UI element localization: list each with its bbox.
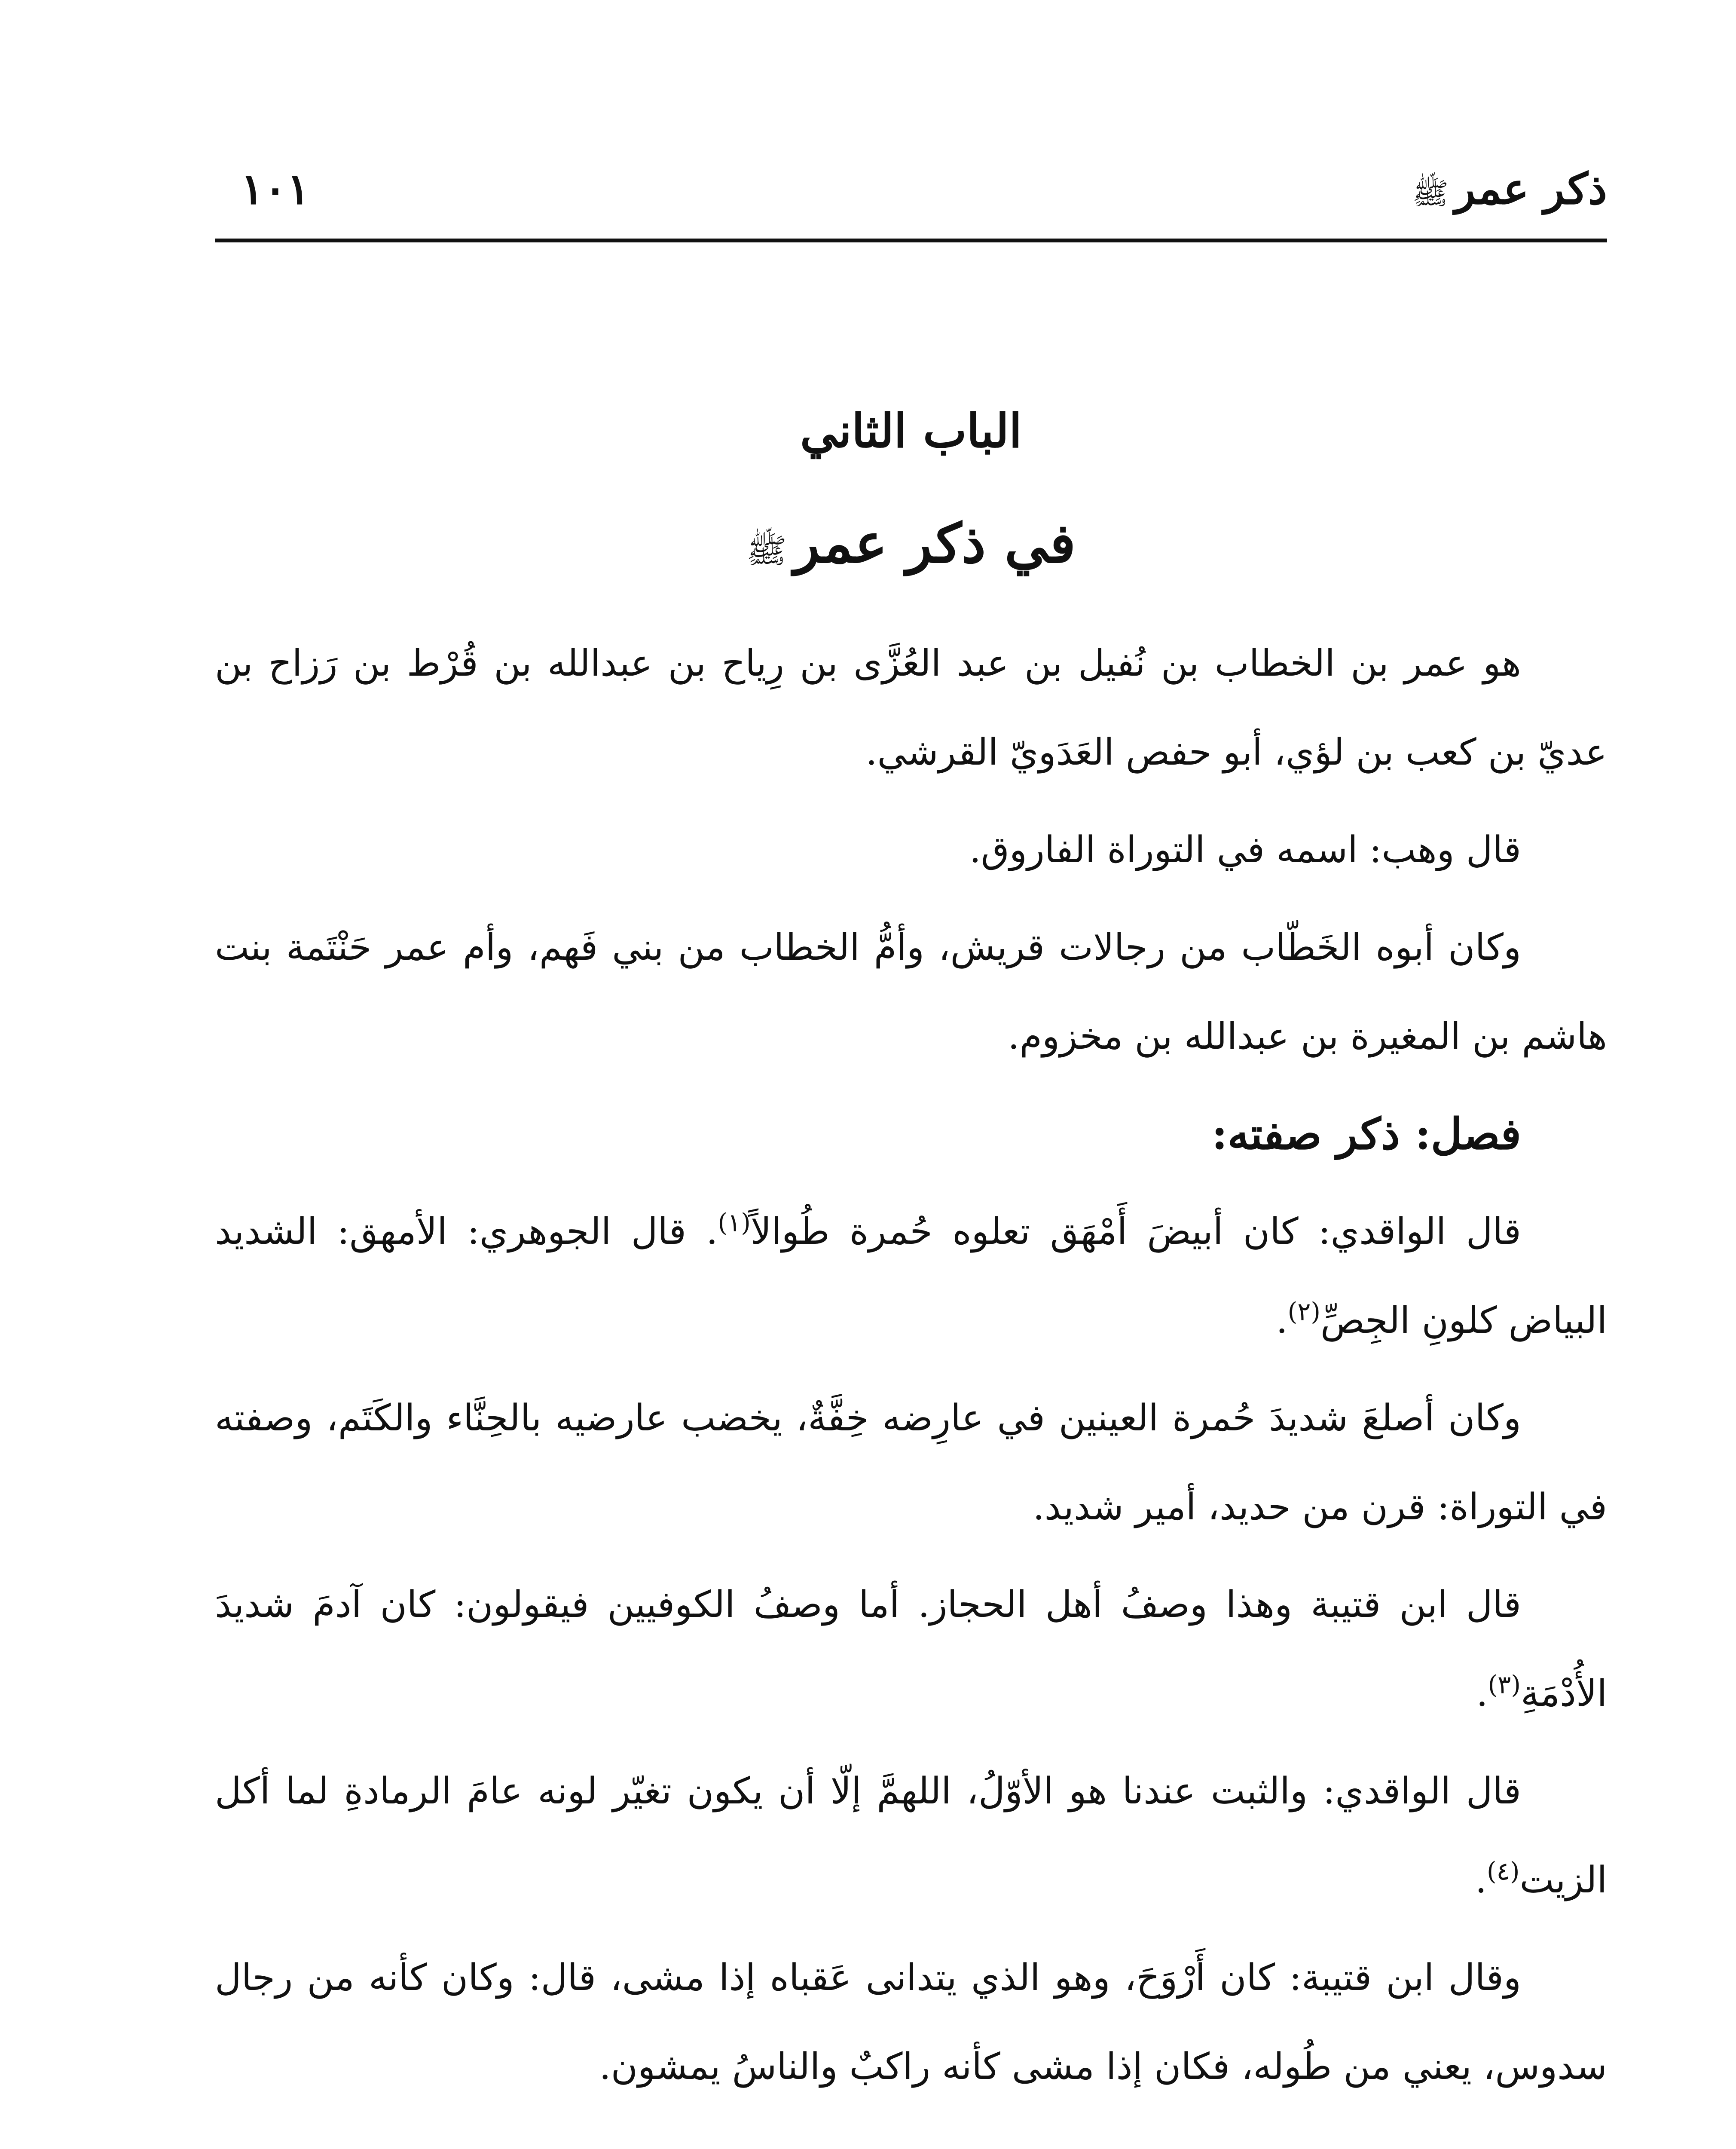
paragraph — [215, 1374, 1607, 1552]
footnote-reference[interactable]: (٢) — [1287, 1297, 1321, 1326]
paragraph-text: قال ابن قتيبة وهذا وصفُ أهل الحجاز. أما وصفُ الكوفيين فيقولون: كان آدمَ شديدَ الأُدْمَةِ — [215, 1583, 1607, 1715]
header-rule — [215, 239, 1607, 242]
paragraph — [215, 1187, 1607, 1365]
paragraph-text: وكان أصلعَ شديدَ حُمرة العينين في عارِضه خِفَّةٌ، يخضب عارضيه بالحِنَّاء والكَتَم، وصفته في التوراة: قرن من حديد، أمير شديد. — [215, 1397, 1607, 1528]
paragraph-text: . — [1475, 1859, 1487, 1901]
paragraph — [215, 805, 1607, 894]
chapter-title-text: في ذكر عمر — [794, 511, 1076, 575]
paragraph-text: وقال ابن قتيبة: كان أَرْوَحَ، وهو الذي يتدانى عَقباه إذا مشى، قال: وكان كأنه من رجال سدوس، يعني من طُوله، فكان إذا مشى كأنه راكبٌ والناسُ يمشون. — [215, 1956, 1607, 2088]
paragraph — [215, 1933, 1607, 2111]
paragraph-text: . قال الجوهري: الأمهق: الشديد البياض كلونِ الجِصِّ — [215, 1210, 1607, 1342]
running-header — [215, 155, 1607, 232]
paragraph-text: قال الواقدي: والثبت عندنا هو الأوّلُ، اللهمَّ إلّا أن يكون تغيّر لونه عامَ الرمادةِ لما أكل الزيت — [215, 1770, 1607, 1901]
honorific-glyph: ﷺ — [1412, 176, 1449, 211]
paragraph-text: . — [1476, 1672, 1488, 1715]
page-number: ١٠١ — [241, 163, 310, 214]
paragraph — [215, 619, 1607, 797]
chapter-label: الباب الثاني — [800, 404, 1022, 458]
running-header-title — [1412, 163, 1607, 219]
running-header-title-text: ذكر عمر — [1455, 163, 1607, 214]
paragraph-text: قال وهب: اسمه في التوراة الفاروق. — [969, 829, 1521, 871]
paragraph — [215, 903, 1607, 1081]
footnote-reference[interactable]: (٣) — [1488, 1670, 1521, 1699]
footnote-reference[interactable]: (١) — [718, 1208, 751, 1237]
honorific-glyph: ﷺ — [746, 532, 787, 570]
paragraph-text: هو عمر بن الخطاب بن نُفيل بن عبد العُزَّى بن رِياح بن عبدالله بن قُرْط بن رَزاح بن عديّ بن كعب بن لؤي، أبو حفص العَدَويّ القرشي. — [215, 642, 1607, 774]
paragraph-text: . — [1276, 1299, 1288, 1342]
paragraph — [215, 1560, 1607, 1738]
section-heading — [215, 1090, 1607, 1179]
paragraph — [215, 1747, 1607, 1925]
section-heading-text: فصل: ذكر صفته: — [1211, 1108, 1521, 1159]
paragraph-text: وكان أبوه الخَطّاب من رجالات قريش، وأمُّ الخطاب من بني فَهم، وأم عمر حَنْتَمة بنت هاشم بن المغيرة بن عبدالله بن مخزوم. — [215, 926, 1607, 1058]
chapter-title — [215, 511, 1607, 579]
body-text — [215, 619, 1607, 2111]
paragraph-text: قال الواقدي: كان أبيضَ أَمْهَق تعلوه حُمرة طُوالاً — [750, 1210, 1521, 1253]
footnote-reference[interactable]: (٤) — [1487, 1856, 1520, 1886]
